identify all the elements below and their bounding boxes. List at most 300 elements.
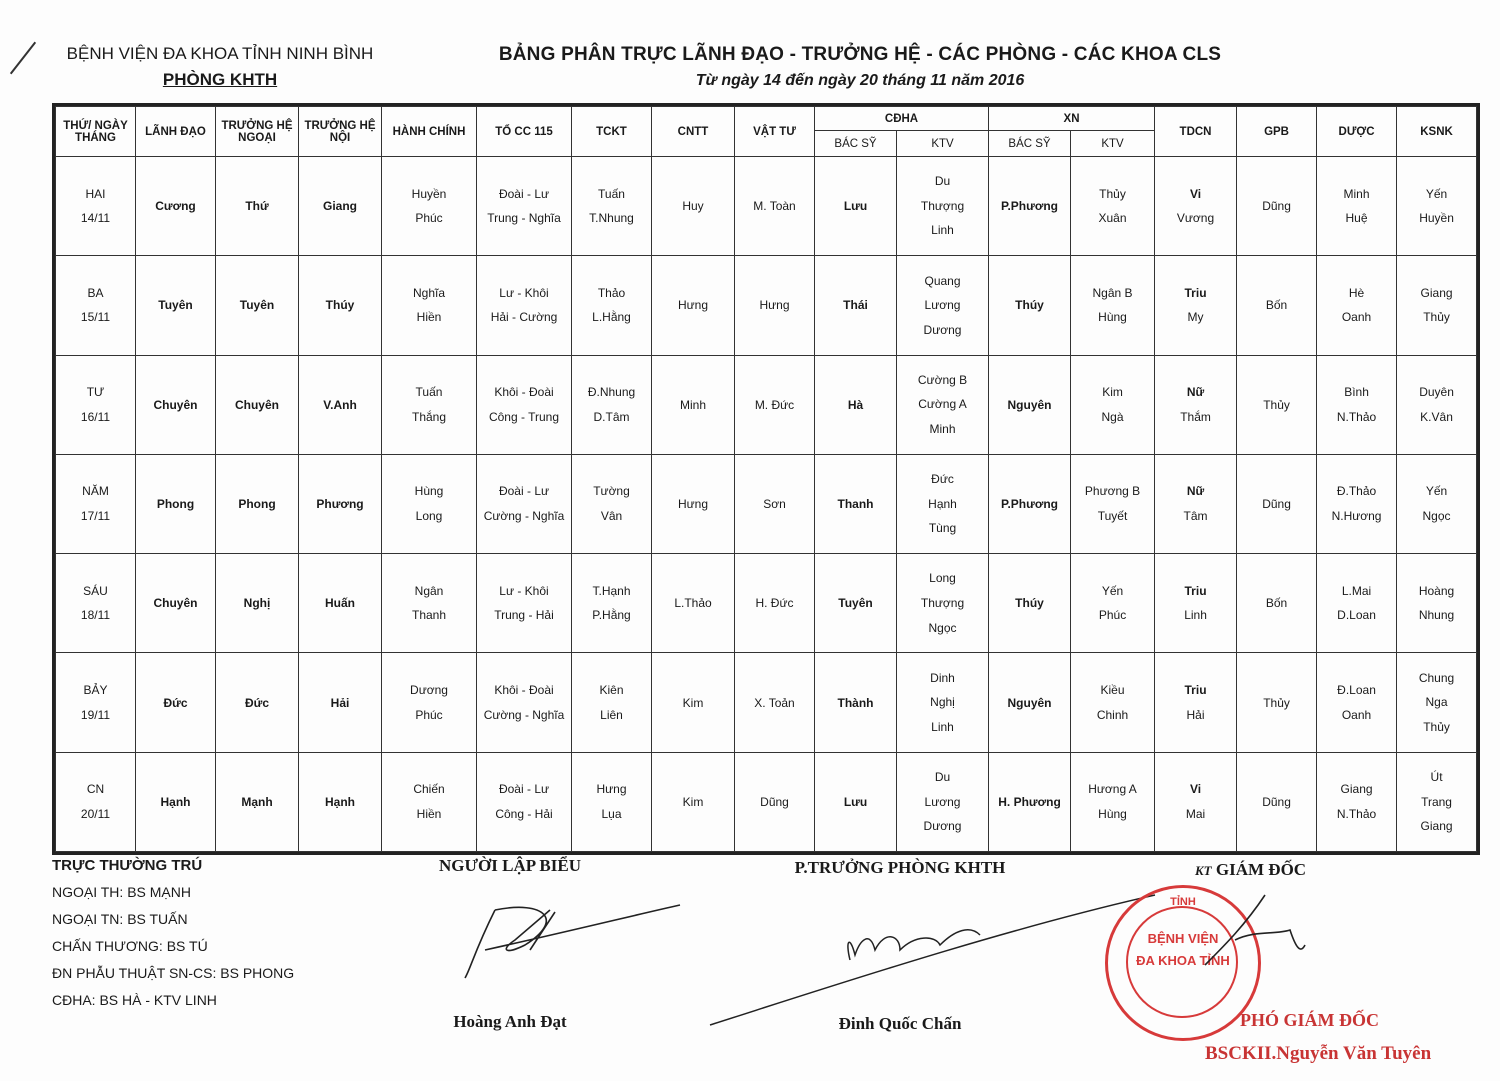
cell-ksnk-line: K.Vân	[1420, 409, 1453, 424]
cell-tckt	[572, 355, 652, 454]
cell-ksnk	[1397, 355, 1477, 454]
day-cell	[56, 554, 136, 653]
cell-ksnk-line: Ngọc	[1422, 508, 1451, 523]
cell-xn-bs: P.Phương	[989, 454, 1071, 553]
cell-to-cc	[477, 454, 572, 553]
cell-tdcn	[1155, 752, 1237, 851]
col-cdha-ktv: KTV	[897, 131, 989, 157]
director-prefix: KT	[1195, 863, 1212, 878]
cell-cdha-ktv-line: Dương	[923, 322, 962, 337]
cell-ksnk	[1397, 256, 1477, 355]
table-row	[56, 256, 1477, 355]
cell-cdha-ktv-line: Quang	[924, 273, 961, 288]
day-date: 15/11	[80, 310, 111, 325]
cell-tckt	[572, 454, 652, 553]
cell-hanh-chinh-line: Thắng	[411, 409, 447, 424]
hospital-header	[40, 44, 400, 90]
cell-xn-bs: Thúy	[989, 554, 1071, 653]
schedule-body	[56, 157, 1477, 852]
cell-hanh-chinh	[382, 256, 477, 355]
cell-ksnk-line: Giang	[1420, 819, 1453, 834]
cell-ksnk-line: Hoàng	[1418, 583, 1455, 598]
cell-xn-ktv	[1071, 554, 1155, 653]
cell-tckt-line: Liên	[600, 707, 623, 722]
cell-ksnk-line: Huyền	[1419, 211, 1454, 226]
cell-cntt: Huy	[652, 157, 735, 256]
cell-ksnk-line: Yến	[1425, 186, 1448, 201]
cell-cdha-ktv	[897, 256, 989, 355]
cell-tckt	[572, 554, 652, 653]
cell-cdha-bs: Hà	[815, 355, 897, 454]
cell-hanh-chinh-line: Hùng	[414, 484, 444, 499]
cell-xn-ktv-line: Phúc	[1098, 608, 1127, 623]
cell-hanh-chinh-line: Phúc	[415, 707, 443, 722]
cell-tdcn	[1155, 653, 1237, 752]
col-hanh-chinh: HÀNH CHÍNH	[382, 107, 477, 157]
cell-cdha-bs: Thanh	[815, 454, 897, 553]
day-cell	[56, 454, 136, 553]
cell-to-cc-line: Cường - Nghĩa	[483, 508, 565, 523]
cell-cdha-ktv	[897, 554, 989, 653]
resident-duty-line: CĐHA: BS HÀ - KTV LINH	[52, 992, 217, 1008]
cell-xn-ktv	[1071, 355, 1155, 454]
cell-hanh-chinh	[382, 653, 477, 752]
col-cdha-bs: BÁC SỸ	[815, 131, 897, 157]
cell-tckt-line: Tường	[593, 484, 630, 499]
cell-ngoai: Nghị	[216, 554, 299, 653]
cell-ksnk	[1397, 653, 1477, 752]
resident-duty-line: NGOẠI TN: BS TUẤN	[52, 911, 188, 927]
table-row	[56, 554, 1477, 653]
cell-hanh-chinh-line: Hiền	[416, 806, 442, 821]
cell-to-cc	[477, 554, 572, 653]
col-tdcn: TDCN	[1155, 107, 1237, 157]
cell-cdha-ktv-line: Tùng	[928, 521, 957, 536]
cell-xn-ktv-line: Hùng	[1098, 310, 1127, 325]
cell-xn-bs: Nguyên	[989, 653, 1071, 752]
cell-to-cc	[477, 752, 572, 851]
cell-ksnk-line: Giang	[1420, 285, 1453, 300]
cell-gpb: Thủy	[1237, 653, 1317, 752]
stamp-line-1: BỆNH VIỆN	[1147, 931, 1219, 946]
cell-cdha-ktv-line: Thượng	[920, 198, 965, 213]
cell-noi: Hạnh	[299, 752, 382, 851]
department-name: PHÒNG KHTH	[162, 70, 278, 89]
preparer-name: Hoàng Anh Đạt	[453, 1012, 567, 1031]
cell-duoc-line: L.Mai	[1341, 583, 1372, 598]
cell-to-cc-line: Công - Trung	[488, 409, 560, 424]
cell-ngoai: Đức	[216, 653, 299, 752]
day-day: SÁU	[83, 583, 108, 598]
cell-xn-ktv	[1071, 256, 1155, 355]
cell-lanh-dao: Đức	[136, 653, 216, 752]
cell-xn-bs: Thúy	[989, 256, 1071, 355]
cell-to-cc-line: Đoài - Lư	[498, 484, 550, 499]
cell-duoc	[1317, 554, 1397, 653]
cell-tdcn-line: Triu	[1184, 285, 1207, 300]
cell-duoc	[1317, 355, 1397, 454]
cell-to-cc	[477, 653, 572, 752]
table-row	[56, 355, 1477, 454]
cell-hanh-chinh-line: Hiền	[416, 310, 442, 325]
cell-to-cc-line: Trung - Nghĩa	[487, 211, 561, 226]
resident-duty-block	[52, 852, 294, 1014]
cell-duoc	[1317, 157, 1397, 256]
day-cell	[56, 157, 136, 256]
cell-hanh-chinh-line: Phúc	[415, 211, 443, 226]
director-title-block	[1195, 860, 1395, 880]
cell-xn-ktv-line: Ngân B	[1092, 285, 1133, 300]
table-row	[56, 752, 1477, 851]
schedule-grid	[52, 103, 1480, 855]
cell-tckt	[572, 256, 652, 355]
cell-tckt-line: Thảo	[597, 285, 626, 300]
cell-to-cc	[477, 256, 572, 355]
cell-cdha-bs: Lưu	[815, 157, 897, 256]
cell-vat-tu: H. Đức	[735, 554, 815, 653]
cell-gpb: Bốn	[1237, 554, 1317, 653]
cell-cdha-ktv-line: Ngọc	[928, 620, 957, 635]
cell-tckt-line: Lụa	[601, 806, 622, 821]
cell-to-cc-line: Lư - Khôi	[499, 583, 549, 598]
cell-tckt-line: T.Hạnh	[592, 583, 631, 598]
schedule-table	[55, 106, 1477, 852]
cell-gpb: Dũng	[1237, 157, 1317, 256]
cell-xn-ktv	[1071, 454, 1155, 553]
deputy-title: P.TRƯỞNG PHÒNG KHTH	[794, 858, 1006, 877]
table-row	[56, 157, 1477, 256]
cell-hanh-chinh	[382, 752, 477, 851]
cell-gpb: Thủy	[1237, 355, 1317, 454]
cell-to-cc-line: Khôi - Đoài	[494, 385, 554, 400]
cell-ngoai: Mạnh	[216, 752, 299, 851]
col-xn-ktv: KTV	[1071, 131, 1155, 157]
cell-hanh-chinh-line: Nghĩa	[412, 285, 446, 300]
cell-cdha-ktv-line: Linh	[931, 719, 954, 734]
cell-vat-tu: Hưng	[735, 256, 815, 355]
col-cntt: CNTT	[652, 107, 735, 157]
col-tckt: TCKT	[572, 107, 652, 157]
cell-ksnk-line: Chung	[1418, 670, 1455, 685]
cell-xn-ktv-line: Kiều	[1100, 682, 1125, 697]
cell-cdha-ktv-line: Dương	[923, 819, 962, 834]
cell-to-cc-line: Lư - Khôi	[499, 285, 549, 300]
col-day: THỨ/ NGÀY THÁNG	[56, 107, 136, 157]
cell-tdcn-line: Thắm	[1180, 409, 1211, 424]
day-date: 14/11	[80, 211, 111, 226]
cell-tckt-line: D.Tâm	[593, 409, 630, 424]
day-day: HAI	[85, 186, 106, 201]
col-lanh-dao: LÃNH ĐẠO	[136, 107, 216, 157]
cell-lanh-dao: Chuyên	[136, 554, 216, 653]
cell-tdcn-line: Tâm	[1183, 508, 1208, 523]
cell-cdha-ktv-line: Du	[934, 769, 951, 784]
cell-tdcn-line: Mai	[1185, 806, 1206, 821]
cell-vat-tu: Sơn	[735, 454, 815, 553]
cell-ksnk-line: Yến	[1425, 484, 1448, 499]
cell-hanh-chinh-line: Thanh	[411, 608, 447, 623]
cell-tckt-line: P.Hằng	[592, 608, 631, 623]
cell-tdcn-line: My	[1187, 310, 1204, 325]
cell-hanh-chinh-line: Chiến	[413, 782, 445, 797]
cell-tdcn	[1155, 256, 1237, 355]
cell-cdha-bs: Tuyên	[815, 554, 897, 653]
cell-vat-tu: M. Đức	[735, 355, 815, 454]
resident-duty-line: CHẤN THƯƠNG: BS TÚ	[52, 938, 208, 954]
document-header	[470, 44, 1250, 90]
cell-ksnk-line: Duyên	[1419, 385, 1454, 400]
cell-to-cc	[477, 157, 572, 256]
cell-tdcn-line: Nữ	[1186, 484, 1205, 499]
cell-xn-ktv-line: Yến	[1101, 583, 1124, 598]
cell-tdcn-line: Vi	[1189, 186, 1202, 201]
day-date: 19/11	[80, 707, 111, 722]
cell-noi: Giang	[299, 157, 382, 256]
cell-tckt	[572, 157, 652, 256]
cell-cdha-ktv-line: Long	[929, 571, 956, 586]
cell-ksnk	[1397, 752, 1477, 851]
cell-ksnk-line: Nga	[1425, 695, 1448, 710]
cell-ngoai: Tuyên	[216, 256, 299, 355]
cell-duoc-line: Đ.Loan	[1337, 682, 1376, 697]
cell-xn-ktv	[1071, 157, 1155, 256]
stamp-line-2: ĐA KHOA TỈNH	[1136, 953, 1230, 968]
cell-tckt-line: L.Hằng	[592, 310, 631, 325]
deputy-name: Đinh Quốc Chấn	[838, 1014, 962, 1033]
cell-duoc-line: Oanh	[1341, 707, 1372, 722]
cell-cdha-ktv	[897, 653, 989, 752]
cell-duoc-line: Huệ	[1345, 211, 1368, 226]
cell-lanh-dao: Hạnh	[136, 752, 216, 851]
cell-duoc-line: Oanh	[1341, 310, 1372, 325]
day-cell	[56, 752, 136, 851]
cell-xn-ktv	[1071, 653, 1155, 752]
day-day: BẢY	[83, 682, 108, 697]
cell-noi: V.Anh	[299, 355, 382, 454]
col-xn: XN	[989, 107, 1155, 131]
col-ngoai: TRƯỞNG HỆ NGOẠI	[216, 107, 299, 157]
cell-duoc	[1317, 653, 1397, 752]
cell-tckt	[572, 752, 652, 851]
vice-director-title: PHÓ GIÁM ĐỐC	[1240, 1010, 1379, 1030]
cell-vat-tu: X. Toản	[735, 653, 815, 752]
document-subtitle: Từ ngày 14 đến ngày 20 tháng 11 năm 2016	[695, 72, 1025, 89]
cell-duoc-line: N.Thảo	[1336, 409, 1377, 424]
cell-to-cc-line: Cường - Nghĩa	[483, 707, 565, 722]
cell-ksnk-line: Thủy	[1423, 310, 1450, 325]
cell-duoc-line: Giang	[1340, 782, 1373, 797]
cell-hanh-chinh	[382, 355, 477, 454]
resident-duty-line: ĐN PHẪU THUẬT SN-CS: BS PHONG	[52, 965, 295, 981]
cell-duoc	[1317, 752, 1397, 851]
cell-tdcn-line: Vi	[1189, 782, 1202, 797]
director-signature	[1195, 885, 1315, 975]
cell-cdha-ktv-line: Cường B	[917, 372, 968, 387]
cell-cntt: Hưng	[652, 454, 735, 553]
cell-ksnk	[1397, 157, 1477, 256]
cell-cntt: Minh	[652, 355, 735, 454]
cell-cdha-ktv	[897, 157, 989, 256]
cell-xn-ktv-line: Thủy	[1099, 186, 1126, 201]
cell-duoc-line: Đ.Thảo	[1336, 484, 1377, 499]
cell-xn-ktv-line: Hùng	[1098, 806, 1127, 821]
cell-to-cc-line: Khôi - Đoài	[494, 682, 554, 697]
cell-ksnk	[1397, 554, 1477, 653]
resident-duty-heading: TRỰC THƯỜNG TRÚ	[52, 857, 203, 874]
cell-tckt-line: Đ.Nhung	[587, 385, 636, 400]
col-noi: TRƯỞNG HỆ NỘI	[299, 107, 382, 157]
day-date: 20/11	[80, 806, 111, 821]
cell-gpb: Dũng	[1237, 454, 1317, 553]
cell-tckt-line: Kiên	[599, 682, 624, 697]
col-vat-tu: VẬT TƯ	[735, 107, 815, 157]
cell-tdcn-line: Triu	[1184, 583, 1207, 598]
cell-lanh-dao: Chuyên	[136, 355, 216, 454]
cell-xn-ktv	[1071, 752, 1155, 851]
cell-cdha-ktv-line: Nghị	[930, 695, 955, 710]
preparer-title: NGƯỜI LẬP BIỂU	[438, 856, 581, 875]
hospital-name: BỆNH VIỆN ĐA KHOA TỈNH NINH BÌNH	[66, 44, 374, 63]
cell-vat-tu: M. Toàn	[735, 157, 815, 256]
cell-cdha-ktv-line: Cường A	[918, 397, 967, 412]
cell-duoc-line: Hè	[1348, 285, 1365, 300]
cell-hanh-chinh	[382, 454, 477, 553]
cell-xn-ktv-line: Xuân	[1098, 211, 1127, 226]
cell-noi: Thúy	[299, 256, 382, 355]
cell-cdha-ktv-line: Linh	[931, 223, 954, 238]
col-to-cc: TỔ CC 115	[477, 107, 572, 157]
director-title: GIÁM ĐỐC	[1215, 860, 1307, 879]
cell-cdha-bs: Lưu	[815, 752, 897, 851]
cell-duoc-line: Minh	[1343, 186, 1370, 201]
cell-ksnk-line: Út	[1430, 769, 1443, 784]
cell-xn-bs: H. Phương	[989, 752, 1071, 851]
cell-duoc-line: D.Loan	[1337, 608, 1376, 623]
cell-hanh-chinh-line: Ngân	[414, 583, 444, 598]
cell-cdha-ktv	[897, 752, 989, 851]
cell-cdha-ktv-line: Lương	[924, 298, 961, 313]
cell-duoc	[1317, 256, 1397, 355]
day-date: 16/11	[80, 409, 111, 424]
cell-hanh-chinh-line: Dương	[410, 682, 448, 697]
cell-to-cc-line: Hải - Cường	[490, 310, 558, 325]
cell-xn-ktv-line: Kim	[1102, 385, 1123, 400]
document-title: BẢNG PHÂN TRỰC LÃNH ĐẠO - TRƯỞNG HỆ - CÁC PHÒNG - CÁC KHOA CLS	[498, 44, 1222, 65]
col-xn-bs: BÁC SỸ	[989, 131, 1071, 157]
day-cell	[56, 256, 136, 355]
cell-cntt: Kim	[652, 752, 735, 851]
cell-tdcn	[1155, 554, 1237, 653]
cell-vat-tu: Dũng	[735, 752, 815, 851]
cell-lanh-dao: Cương	[136, 157, 216, 256]
cell-xn-ktv-line: Phương B	[1084, 484, 1141, 499]
cell-duoc	[1317, 454, 1397, 553]
cell-noi: Hải	[299, 653, 382, 752]
col-ksnk: KSNK	[1397, 107, 1477, 157]
day-cell	[56, 653, 136, 752]
cell-to-cc-line: Công - Hải	[495, 806, 553, 821]
col-gpb: GPB	[1237, 107, 1317, 157]
cell-to-cc-line: Trung - Hải	[494, 608, 554, 623]
cell-noi: Huấn	[299, 554, 382, 653]
cell-tckt	[572, 653, 652, 752]
cell-to-cc	[477, 355, 572, 454]
day-day: BA	[87, 285, 104, 300]
cell-tckt-line: Hưng	[596, 782, 627, 797]
day-date: 17/11	[80, 508, 111, 523]
cell-cntt: L.Thảo	[652, 554, 735, 653]
cell-to-cc-line: Đoài - Lư	[498, 186, 550, 201]
cell-cdha-ktv-line: Đức	[931, 472, 954, 487]
cell-ngoai: Thứ	[216, 157, 299, 256]
cell-hanh-chinh-line: Huyền	[411, 186, 447, 201]
day-day: CN	[86, 782, 105, 797]
cell-cdha-ktv-line: Minh	[929, 422, 956, 436]
cell-ngoai: Phong	[216, 454, 299, 553]
col-duoc: DƯỢC	[1317, 107, 1397, 157]
cell-gpb: Bốn	[1237, 256, 1317, 355]
cell-xn-ktv-line: Tuyết	[1097, 508, 1128, 523]
cell-cdha-ktv-line: Du	[934, 174, 951, 189]
col-cdha: CĐHA	[815, 107, 989, 131]
table-row	[56, 454, 1477, 553]
cell-tdcn	[1155, 355, 1237, 454]
cell-xn-ktv-line: Ngà	[1101, 409, 1124, 424]
cell-cntt: Hưng	[652, 256, 735, 355]
table-row	[56, 653, 1477, 752]
cell-cdha-bs: Thành	[815, 653, 897, 752]
day-date: 18/11	[80, 608, 111, 623]
cell-tdcn-line: Triu	[1184, 682, 1207, 697]
cell-ksnk-line: Trang	[1421, 794, 1452, 809]
cell-ngoai: Chuyên	[216, 355, 299, 454]
resident-duty-line: NGOẠI TH: BS MẠNH	[52, 884, 191, 900]
cell-xn-ktv-line: Hương A	[1088, 782, 1137, 797]
deputy-signature	[700, 890, 1160, 1030]
cell-cdha-ktv	[897, 454, 989, 553]
cell-xn-bs: Nguyên	[989, 355, 1071, 454]
cell-duoc-line: N.Hương	[1331, 508, 1382, 523]
cell-noi: Phương	[299, 454, 382, 553]
cell-cntt: Kim	[652, 653, 735, 752]
cell-cdha-ktv	[897, 355, 989, 454]
cell-cdha-ktv-line: Lương	[924, 794, 961, 809]
cell-tdcn	[1155, 157, 1237, 256]
day-cell	[56, 355, 136, 454]
cell-to-cc-line: Đoài - Lư	[498, 782, 550, 797]
cell-cdha-bs: Thái	[815, 256, 897, 355]
cell-gpb: Dũng	[1237, 752, 1317, 851]
cell-ksnk-line: Thủy	[1423, 719, 1450, 734]
vice-director-name: BSCKII.Nguyễn Văn Tuyên	[1205, 1043, 1432, 1064]
cell-tckt-line: Vân	[600, 508, 623, 523]
cell-cdha-ktv-line: Thượng	[920, 595, 965, 610]
cell-cdha-ktv-line: Dinh	[930, 670, 955, 685]
cell-tckt-line: Tuấn	[598, 186, 625, 201]
cell-tdcn-line: Nữ	[1186, 385, 1205, 400]
cell-tdcn-line: Linh	[1184, 608, 1207, 623]
cell-ksnk-line: Nhung	[1418, 608, 1455, 623]
cell-hanh-chinh	[382, 157, 477, 256]
day-day: TƯ	[86, 385, 105, 400]
cell-hanh-chinh-line: Tuấn	[415, 385, 443, 400]
stamp-top-text: TỈNH	[1170, 896, 1196, 908]
cell-xn-bs: P.Phương	[989, 157, 1071, 256]
cell-tdcn-line: Hải	[1186, 707, 1205, 722]
cell-lanh-dao: Phong	[136, 454, 216, 553]
cell-tdcn-line: Vương	[1176, 211, 1215, 226]
day-day: NĂM	[82, 484, 109, 499]
